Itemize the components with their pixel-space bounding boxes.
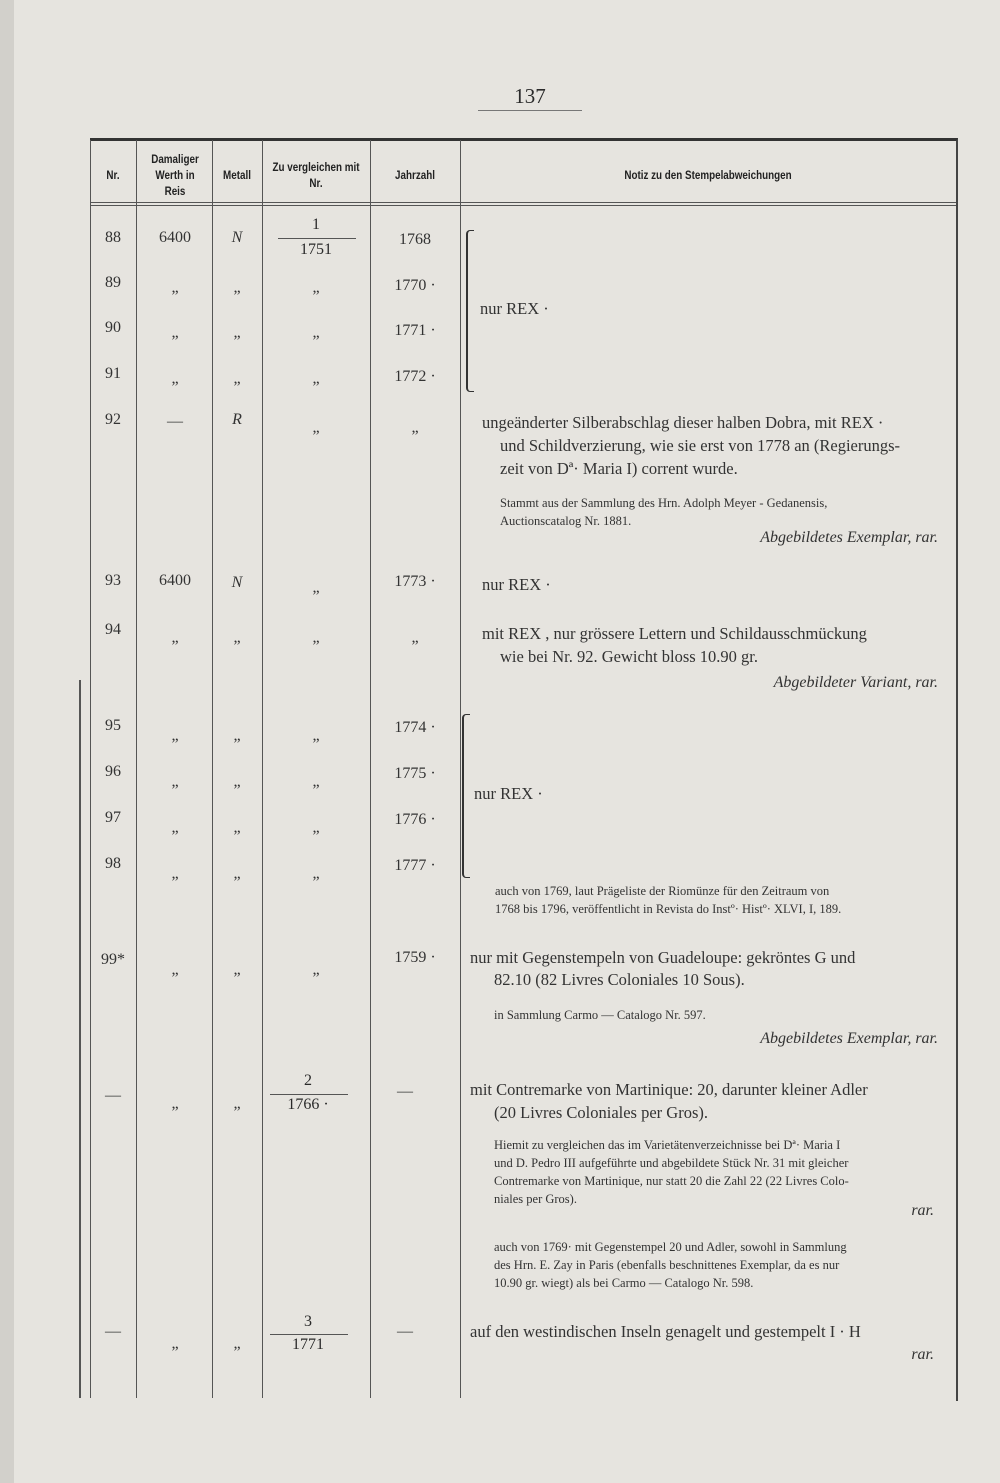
- note-a-rar: rar.: [911, 1202, 934, 1219]
- row-95-jahr: 1774 ·: [394, 719, 436, 736]
- note-88-91: nur REX ·: [480, 299, 549, 318]
- row-92-werth: —: [167, 413, 183, 430]
- row-90-werth: „: [171, 324, 179, 341]
- note-98-small-2: 1768 bis 1796, veröffentlicht in Revista do Instº· Histº· XLVI, I, 189.: [495, 902, 842, 916]
- row-b-ref-bot: 1771: [292, 1336, 324, 1353]
- row-89-nr: 89: [105, 274, 121, 291]
- note-94-line-1: mit REX , nur grössere Lettern und Schildausschmückung: [482, 624, 867, 643]
- col-line-1: [136, 140, 137, 1398]
- page-number: 137: [514, 84, 546, 108]
- row-91-ref: „: [312, 370, 320, 387]
- note-a-small-4: niales per Gros).: [494, 1192, 577, 1206]
- col-line-3: [262, 140, 263, 1398]
- page-number-underline: [478, 110, 582, 111]
- row-b-werth: „: [171, 1335, 179, 1352]
- row-94-werth: „: [171, 629, 179, 646]
- row-97-ref: „: [312, 819, 320, 836]
- row-97-nr: 97: [105, 809, 121, 826]
- row-96-jahr: 1775 ·: [394, 765, 436, 782]
- note-a-tail-3: 10.90 gr. wiegt) als bei Carmo — Catalogo Nr. 598.: [494, 1276, 754, 1290]
- note-99-small-1: in Sammlung Carmo — Catalogo Nr. 597.: [494, 1008, 706, 1022]
- row-a-ref-line: [270, 1094, 348, 1095]
- row-99-werth: „: [171, 961, 179, 978]
- note-99-line-1: nur mit Gegenstempeln von Guadeloupe: gekröntes G und: [470, 948, 856, 967]
- row-90-ref: „: [312, 324, 320, 341]
- row-88-jahr: 1768: [399, 231, 431, 248]
- row-89-ref: „: [312, 279, 320, 296]
- row-b-ref-top: 3: [304, 1313, 312, 1330]
- row-89-werth: „: [171, 279, 179, 296]
- header-rule-1: [90, 202, 956, 203]
- row-a-ref-bot: 1766 ·: [287, 1096, 329, 1113]
- header-jahrzahl: Jahrzahl: [395, 168, 435, 182]
- row-a-werth: „: [171, 1095, 179, 1112]
- note-92-rar: Abgebildetes Exemplar, rar.: [760, 529, 938, 546]
- row-96-werth: „: [171, 773, 179, 790]
- row-93-ref: „: [312, 579, 320, 596]
- row-88-ref-bot: 1751: [300, 241, 332, 258]
- note-94-line-2: wie bei Nr. 92. Gewicht bloss 10.90 gr.: [500, 647, 759, 666]
- left-margin-rule: [79, 680, 81, 1398]
- note-a-line-1: mit Contremarke von Martinique: 20, darunter kleiner Adler: [470, 1080, 868, 1099]
- note-93: nur REX ·: [482, 575, 551, 594]
- note-a-line-2: (20 Livres Coloniales per Gros).: [494, 1103, 708, 1122]
- row-91-jahr: 1772 ·: [394, 368, 436, 385]
- note-a-tail-2: des Hrn. E. Zay in Paris (ebenfalls beschnittenes Exemplar, da es nur: [494, 1258, 840, 1272]
- row-98-ref: „: [312, 865, 320, 882]
- header-metall: Metall: [223, 168, 251, 182]
- note-99-line-2: 82.10 (82 Livres Coloniales 10 Sous).: [494, 970, 745, 989]
- note-b-rar: rar.: [911, 1346, 934, 1363]
- header-vergleich: Zu vergleichen mit Nr.: [272, 160, 360, 190]
- row-92-metall: R: [232, 411, 242, 428]
- row-93-nr: 93: [105, 572, 121, 589]
- row-91-metall: „: [233, 370, 241, 387]
- note-a-tail-1: auch von 1769· mit Gegenstempel 20 und Adler, sowohl in Sammlung: [494, 1240, 847, 1254]
- header-rule-2: [90, 205, 956, 206]
- row-98-jahr: 1777 ·: [394, 857, 436, 874]
- col-line-0: [90, 140, 91, 1398]
- row-96-ref: „: [312, 773, 320, 790]
- row-99-nr: 99*: [101, 951, 125, 968]
- row-94-jahr: „: [411, 629, 419, 646]
- row-89-metall: „: [233, 279, 241, 296]
- note-b-line-1: auf den westindischen Inseln genagelt und gestempelt I · H: [470, 1322, 861, 1341]
- row-95-werth: „: [171, 727, 179, 744]
- note-a-small-3: Contremarke von Martinique, nur statt 20 die Zahl 22 (22 Livres Colo-: [494, 1174, 849, 1188]
- col-line-5: [460, 140, 461, 1398]
- row-91-werth: „: [171, 370, 179, 387]
- row-97-metall: „: [233, 819, 241, 836]
- row-94-nr: 94: [105, 621, 121, 638]
- row-93-jahr: 1773 ·: [394, 573, 436, 590]
- brace-88-91: [466, 230, 474, 392]
- row-98-nr: 98: [105, 855, 121, 872]
- row-b-metall: „: [233, 1335, 241, 1352]
- row-99-metall: „: [233, 961, 241, 978]
- brace-95-98: [462, 714, 470, 878]
- row-b-jahr: —: [397, 1323, 413, 1340]
- page-edge-shadow: [0, 0, 14, 1483]
- row-99-ref: „: [312, 961, 320, 978]
- row-89-jahr: 1770 ·: [394, 277, 436, 294]
- note-99-rar: Abgebildetes Exemplar, rar.: [760, 1030, 938, 1047]
- row-92-jahr: „: [411, 419, 419, 436]
- row-88-metall: N: [231, 229, 243, 246]
- row-92-nr: 92: [105, 411, 121, 428]
- note-94-rar: Abgebildeter Variant, rar.: [773, 674, 938, 691]
- row-92-ref: „: [312, 419, 320, 436]
- row-96-nr: 96: [105, 763, 121, 780]
- header-notiz: Notiz zu den Stempelabweichungen: [624, 168, 792, 182]
- row-88-nr: 88: [105, 229, 121, 246]
- header-werth: Damaliger Werth in Reis: [151, 152, 199, 198]
- row-a-metall: „: [233, 1095, 241, 1112]
- row-95-nr: 95: [105, 717, 121, 734]
- header-nr: Nr.: [106, 168, 120, 182]
- row-98-werth: „: [171, 865, 179, 882]
- row-93-werth: 6400: [159, 572, 191, 589]
- row-99-jahr: 1759 ·: [394, 949, 436, 966]
- note-92-line-2: und Schildverzierung, wie sie erst von 1778 an (Regierungs-: [500, 436, 901, 455]
- note-92-small-1: Stammt aus der Sammlung des Hrn. Adolph Meyer - Gedanensis,: [500, 496, 828, 510]
- row-90-jahr: 1771 ·: [394, 322, 436, 339]
- row-91-nr: 91: [105, 365, 121, 382]
- row-94-ref: „: [312, 629, 320, 646]
- note-a-small-2: und D. Pedro III aufgeführte und abgebildete Stück Nr. 31 mit gleicher: [494, 1156, 849, 1170]
- row-b-nr: —: [105, 1323, 121, 1340]
- note-92-small-2: Auctionscatalog Nr. 1881.: [500, 514, 632, 528]
- note-98-small-1: auch von 1769, laut Prägeliste der Riomünze für den Zeitraum von: [495, 884, 830, 898]
- row-98-metall: „: [233, 865, 241, 882]
- row-a-jahr: —: [397, 1083, 413, 1100]
- row-88-ref-line: [278, 238, 356, 239]
- row-a-ref-top: 2: [304, 1072, 312, 1089]
- row-88-werth: 6400: [159, 229, 191, 246]
- row-b-ref-line: [270, 1334, 348, 1335]
- row-90-nr: 90: [105, 319, 121, 336]
- row-96-metall: „: [233, 773, 241, 790]
- note-92-line-3: zeit von Dª· Maria I) corrent wurde.: [500, 459, 738, 478]
- row-88-ref-top: 1: [312, 216, 320, 233]
- row-97-werth: „: [171, 819, 179, 836]
- row-97-jahr: 1776 ·: [394, 811, 436, 828]
- row-93-metall: N: [231, 574, 243, 591]
- row-90-metall: „: [233, 324, 241, 341]
- col-line-4: [370, 140, 371, 1398]
- row-94-metall: „: [233, 629, 241, 646]
- row-95-metall: „: [233, 727, 241, 744]
- note-a-small-1: Hiemit zu vergleichen das im Varietätenverzeichnisse bei Dª· Maria I: [494, 1138, 841, 1152]
- row-95-ref: „: [312, 727, 320, 744]
- row-a-nr: —: [105, 1087, 121, 1104]
- note-92-line-1: ungeänderter Silberabschlag dieser halben Dobra, mit REX ·: [482, 413, 884, 432]
- note-95-98: nur REX ·: [474, 784, 543, 803]
